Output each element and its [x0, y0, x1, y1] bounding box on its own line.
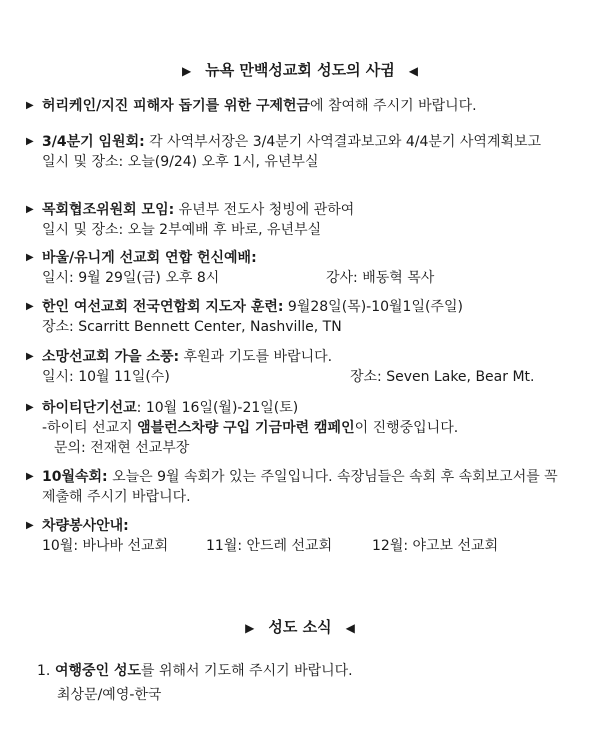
service-speaker: 강사: 배동혁 목사	[326, 270, 435, 286]
triangle-bullet-icon: ▶	[26, 100, 34, 111]
announcement-heading: 10월속회:	[42, 469, 108, 485]
member-names: 최상문/예영-한국	[57, 687, 162, 703]
announcement-heading: 3/4분기 임원회:	[42, 134, 145, 150]
announcement-text: 에 참여해 주시기 바랍니다.	[310, 98, 477, 114]
campaign-text: 이 진행중입니다.	[354, 420, 459, 436]
announcement-item	[26, 248, 566, 288]
announcement-item	[26, 467, 566, 507]
triangle-bullet-icon: ▶	[26, 204, 34, 215]
training-place: 장소: Scarritt Bennett Center, Nashville, TN	[42, 319, 342, 335]
picnic-place: 장소: Seven Lake, Bear Mt.	[350, 369, 535, 385]
announcement-text: 각 사역부서장은 3/4분기 사역결과보고와 4/4분기 사역계획보고	[144, 134, 542, 150]
triangle-bullet-icon: ▶	[26, 136, 34, 147]
announcement-heading: 소망선교회 가을 소풍:	[42, 349, 180, 365]
announcement-item	[26, 347, 566, 387]
announcement-text: : 10월 16일(월)-21일(토)	[136, 400, 299, 416]
vehicle-schedule-october: 10월: 바나바 선교회	[42, 538, 169, 554]
announcement-text: 유년부 전도사 청빙에 관하여	[174, 202, 355, 218]
announcement-heading: 차량봉사안내:	[42, 518, 129, 534]
announcement-item	[26, 297, 566, 337]
section-title-fellowship	[0, 60, 600, 81]
announcement-heading: 목회협조위원회 모임:	[42, 202, 175, 218]
announcement-text: 오늘은 9월 속회가 있는 주일입니다. 속장님들은 속회 후 속회보고서를 꼭 제출해 주시기 바랍니다.	[42, 469, 558, 505]
service-date: 일시: 9월 29일(금) 오후 8시	[42, 270, 220, 286]
announcement-heading: 한인 여선교회 전국연합회 지도자 훈련:	[42, 299, 284, 315]
picnic-date: 일시: 10월 11일(수)	[42, 369, 170, 385]
campaign-prefix: -하이티 선교지	[42, 420, 138, 436]
announcement-item	[26, 96, 566, 116]
vehicle-schedule-november: 11월: 안드레 선교회	[206, 538, 333, 554]
announcement-item	[26, 200, 566, 240]
announcement-detail: 일시 및 장소: 오늘(9/24) 오후 1시, 유년부실	[42, 154, 319, 170]
member-news-item	[37, 661, 567, 705]
announcement-text: 9월28일(목)-10월1일(주일)	[283, 299, 463, 315]
announcement-heading: 허리케인/지진 피해자 돕기를 위한 구제헌금	[42, 98, 311, 114]
announcement-item	[26, 398, 566, 458]
campaign-heading: 앰블런스차량 구입 기금마련 캠페인	[137, 420, 355, 436]
triangle-bullet-icon: ▶	[26, 471, 34, 482]
triangle-bullet-icon: ▶	[26, 520, 34, 531]
announcement-text: 후원과 기도를 바랍니다.	[179, 349, 333, 365]
triangle-right-icon: ▶	[181, 64, 192, 78]
member-news-heading: 여행중인 성도	[55, 663, 142, 679]
announcement-item	[26, 132, 566, 172]
vehicle-schedule-december: 12월: 야고보 선교회	[372, 538, 499, 554]
triangle-bullet-icon: ▶	[26, 301, 34, 312]
list-number: 1.	[37, 663, 51, 679]
section-title-text: 성도 소식	[268, 618, 332, 636]
triangle-left-icon: ◀	[345, 621, 355, 635]
member-news-text: 를 위해서 기도해 주시기 바랍니다.	[141, 663, 353, 679]
section-title-text: 뉴욕 만백성교회 성도의 사귐	[205, 61, 395, 79]
triangle-bullet-icon: ▶	[26, 402, 34, 413]
triangle-right-icon: ▶	[245, 621, 255, 635]
triangle-bullet-icon: ▶	[26, 252, 34, 263]
announcement-heading: 바울/유니게 선교회 연합 헌신예배:	[42, 250, 257, 266]
mission-contact: 문의: 전재현 선교부장	[54, 440, 190, 456]
announcement-detail: 일시 및 장소: 오늘 2부예배 후 바로, 유년부실	[42, 222, 322, 238]
announcement-item	[26, 516, 566, 556]
triangle-bullet-icon: ▶	[26, 351, 34, 362]
section-title-member-news	[0, 617, 600, 638]
announcement-heading: 하이티단기선교	[42, 400, 137, 416]
triangle-left-icon: ◀	[408, 64, 419, 78]
